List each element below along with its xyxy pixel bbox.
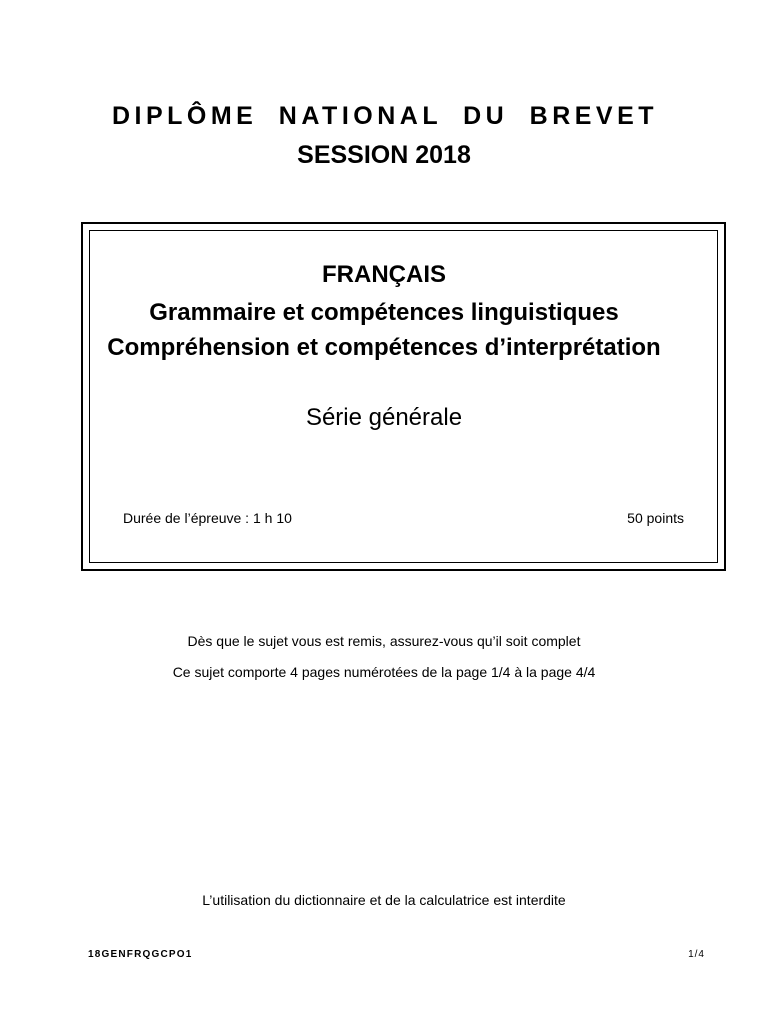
note-pages: Ce sujet comporte 4 pages numérotées de la page 1/4 à la page 4/4 bbox=[172, 664, 596, 680]
subject-title: FRANÇAIS bbox=[322, 261, 446, 288]
page-number: 1/4 bbox=[688, 949, 705, 960]
session-year: SESSION 2018 bbox=[297, 141, 471, 169]
exam-points: 50 points bbox=[627, 510, 684, 526]
subject-code: 18GENFRQGCPO1 bbox=[88, 949, 193, 960]
exam-duration: Durée de l’épreuve : 1 h 10 bbox=[123, 510, 292, 526]
diploma-title: DIPLÔME NATIONAL DU BREVET bbox=[111, 102, 659, 130]
note-complete: Dès que le sujet vous est remis, assurez-vous qu’il soit complet bbox=[187, 633, 581, 649]
note-forbidden: L’utilisation du dictionnaire et de la calculatrice est interdite bbox=[202, 892, 566, 908]
subject-line-grammar: Grammaire et compétences linguistiques bbox=[149, 299, 619, 326]
subject-line-comprehension: Compréhension et compétences d’interprétation bbox=[107, 334, 661, 361]
serie-label: Série générale bbox=[305, 404, 463, 431]
